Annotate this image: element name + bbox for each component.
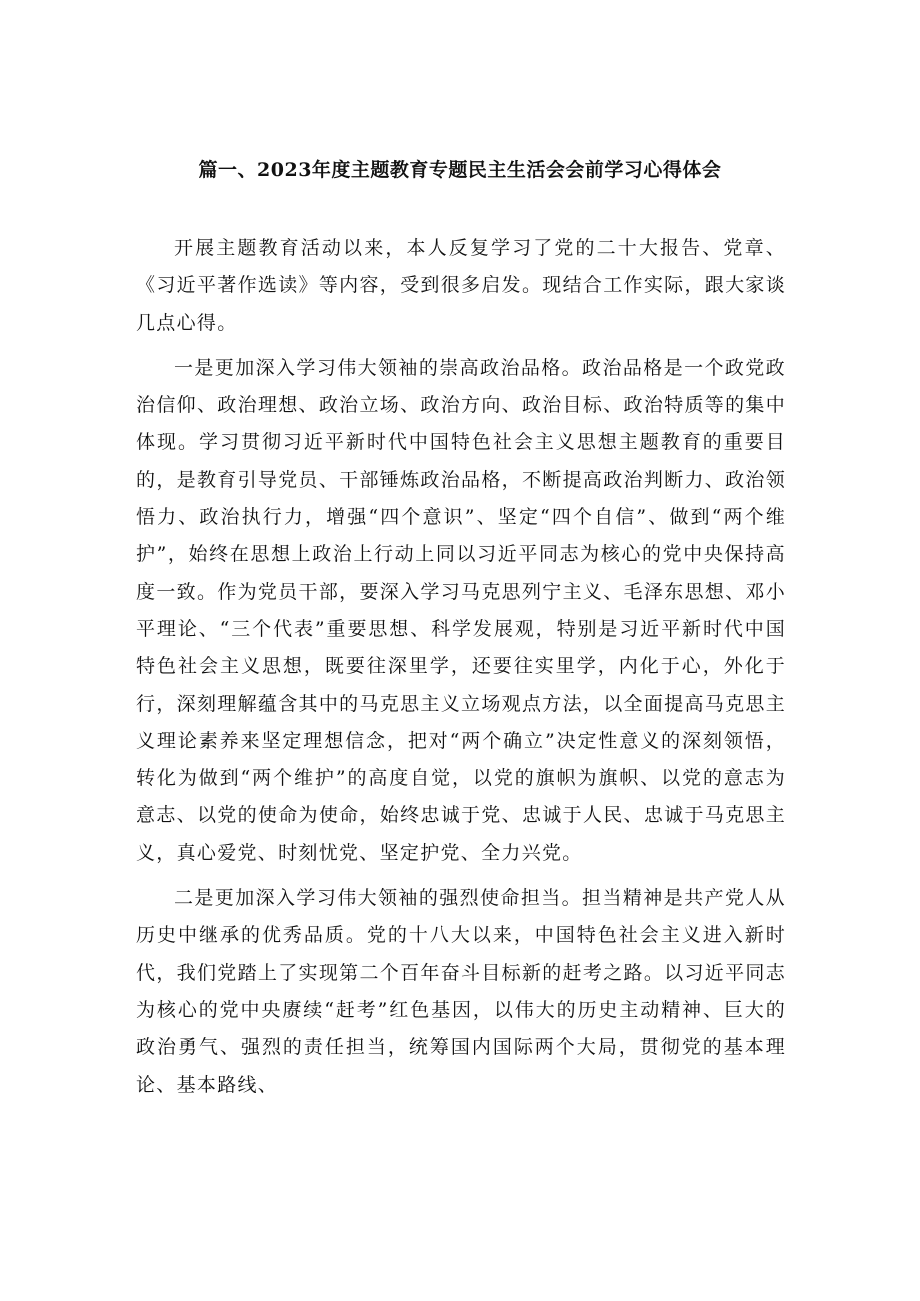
paragraph-intro: 开展主题教育活动以来，本人反复学习了党的二十大报告、党章、《习近平著作选读》等内容，受到很多启发。现结合工作实际，跟大家谈几点心得。 [136,237,786,334]
paragraph-point-one: 一是更加深入学习伟大领袖的崇高政治品格。政治品格是一个政党政治信仰、政治理想、政治立场、政治方向、政治目标、政治特质等的集中体现。学习贯彻习近平新时代中国特色社会主义思想主题教育的重要目的，是教育引导党员、干部锤炼政治品格，不断提高政治判断力、政治领悟力、政治执行力，增强“四个意识”、坚定“四个自信”、做到“两个维护”，始终在思想上政治上行动上同以习近平同志为核心的党中央保持高度一致。作为党员干部，要深入学习马克思列宁主义、毛泽东思想、邓小平理论、“三个代表”重要思想、科学发展观，特别是习近平新时代中国特色社会主义思想，既要往深里学，还要往实里学，内化于心，外化于行，深刻理解蕴含其中的马克思主义立场观点方法，以全面提高马克思主义理论素养来坚定理想信念，把对“两个确立”决定性意义的深刻领悟，转化为做到“两个维护”的高度自觉，以党的旗帜为旗帜、以党的意志为意志、以党的使命为使命，始终忠诚于党、忠诚于人民、忠诚于马克思主义，真心爱党、时刻忧党、坚定护党、全力兴党。 [136,356,786,864]
document-title: 篇一、2023年度主题教育专题民主生活会会前学习心得体会 [198,159,722,181]
document-body [136,230,786,1112]
paragraph-point-two: 二是更加深入学习伟大领袖的强烈使命担当。担当精神是共产党人从历史中继承的优秀品质。党的十八大以来，中国特色社会主义进入新时代，我们党踏上了实现第二个百年奋斗目标新的赶考之路。以习近平同志为核心的党中央赓续“赶考”红色基因，以伟大的历史主动精神、巨大的政治勇气、强烈的责任担当，统筹国内国际两个大局，贯彻党的基本理论、基本路线、 [136,887,786,1096]
